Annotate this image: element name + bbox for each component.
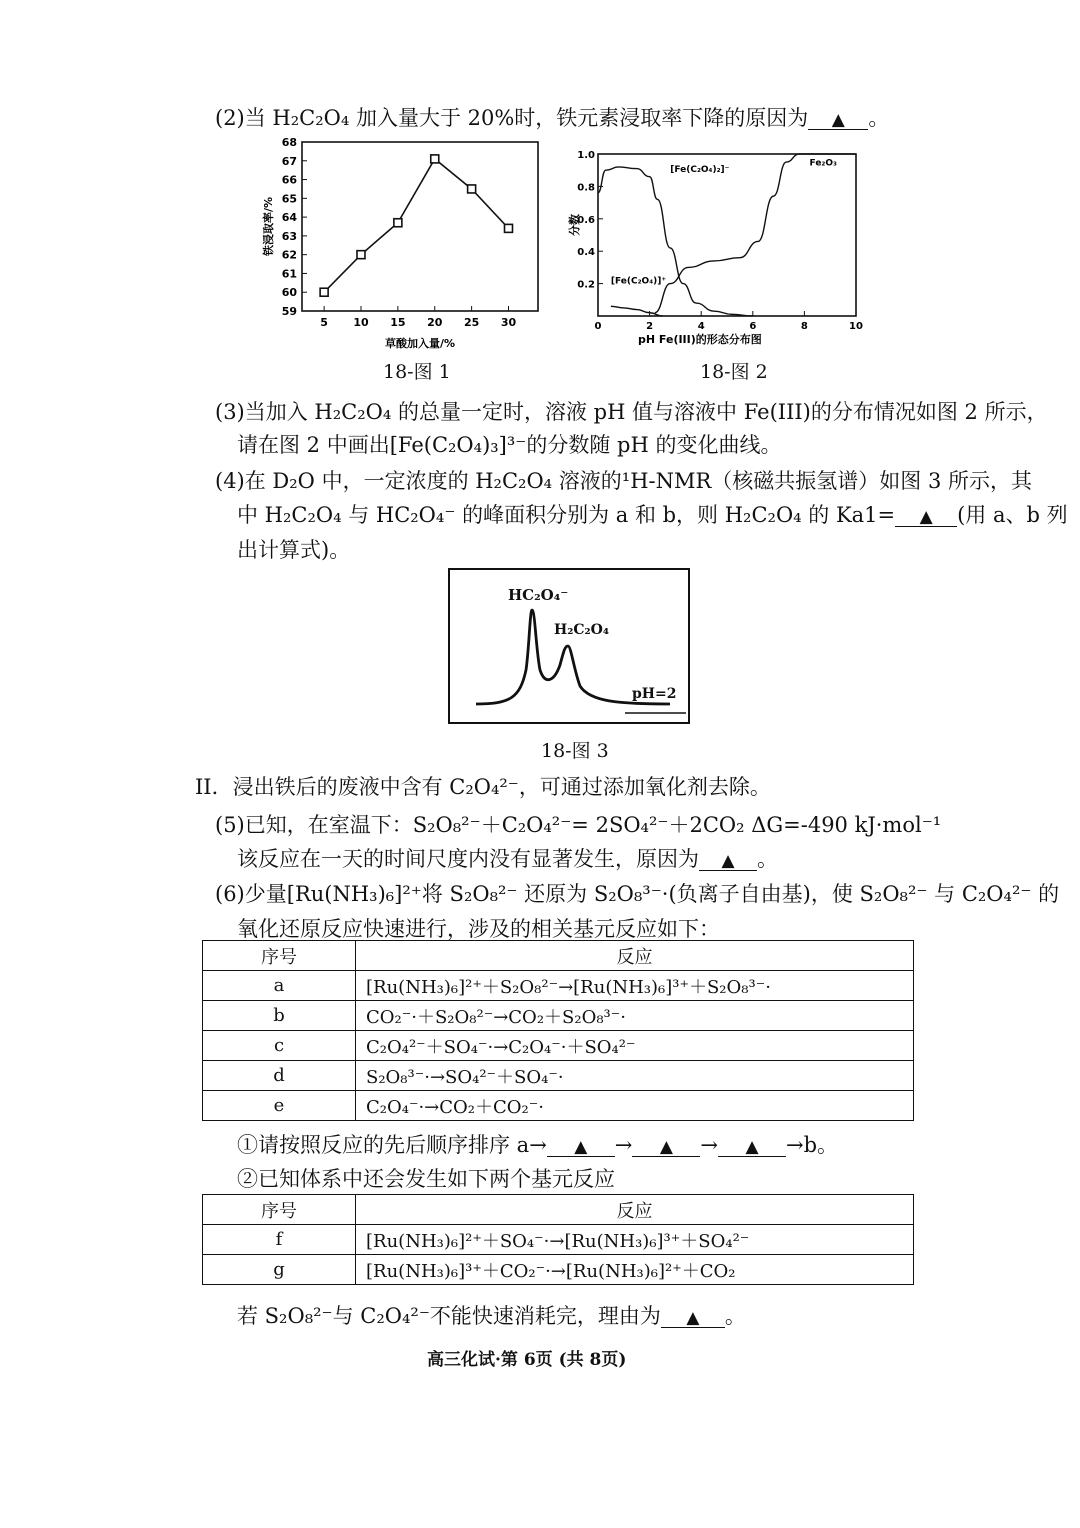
- x-axis-label: pH Fe(III)的形态分布图: [638, 333, 762, 346]
- x-tick-label: 8: [800, 321, 808, 332]
- data-point: [468, 185, 476, 193]
- x-tick-label: 15: [390, 316, 406, 329]
- section-2-intro: II．浸出铁后的废液中含有 C₂O₄²⁻，可通过添加氧化剂去除。: [195, 775, 771, 799]
- x-tick-label: 30: [500, 316, 517, 329]
- x-tick-label: 25: [463, 316, 480, 329]
- question-4-line-1: (4)在 D₂O 中，一定浓度的 H₂C₂O₄ 溶液的¹H-NMR（核磁共振氢谱）如图 3 所示，其: [215, 469, 1032, 493]
- peak-label-h2c2o4: H₂C₂O₄: [554, 622, 609, 638]
- series-label: [Fe(C₂O₄)]⁺: [610, 276, 667, 287]
- series-label: Fe₂O₃: [809, 158, 837, 169]
- ph-label: pH=2: [632, 686, 677, 702]
- y-tick-label: 0.4: [577, 247, 595, 259]
- figure-2-chart: [570, 138, 870, 348]
- reaction-table-1: [202, 940, 914, 1121]
- table-row: e C₂O₄⁻·→CO₂＋CO₂⁻·: [203, 1091, 914, 1121]
- x-tick-label: 2: [646, 321, 654, 332]
- figure-3-caption: 18-图 3: [541, 740, 609, 762]
- question-6-last: 若 S₂O₈²⁻与 C₂O₄²⁻不能快速消耗完，理由为 ▲ 。: [237, 1304, 746, 1328]
- table-row: c C₂O₄²⁻＋SO₄⁻·→C₂O₄⁻·＋SO₄²⁻: [203, 1031, 914, 1061]
- y-tick-label: 65: [281, 192, 297, 206]
- y-tick-label: 64: [281, 211, 297, 225]
- table-row: d S₂O₈³⁻·→SO₄²⁻＋SO₄⁻·: [203, 1061, 914, 1091]
- question-6-line-2: 氧化还原反应快速进行，涉及的相关基元反应如下：: [237, 917, 720, 941]
- figure-1-caption: 18-图 1: [383, 361, 451, 383]
- x-tick-label: 10: [353, 316, 369, 329]
- answer-blank[interactable]: ▲: [699, 849, 757, 871]
- data-point: [394, 219, 402, 227]
- x-axis-label: 草酸加入量/%: [384, 337, 456, 350]
- figure-3-frame: [448, 568, 690, 724]
- y-axis-label: 铁浸取率/%: [262, 196, 275, 257]
- question-2: (2)当 H₂C₂O₄ 加入量大于 20%时，铁元素浸取率下降的原因为 ▲ 。: [215, 106, 890, 130]
- y-tick-label: 59: [281, 305, 297, 318]
- plot-frame: [598, 154, 856, 316]
- y-tick-label: 60: [281, 286, 297, 300]
- question-4-line-3: 出计算式)。: [237, 538, 351, 562]
- table-row: a [Ru(NH₃)₆]²⁺＋S₂O₈²⁻→[Ru(NH₃)₆]³⁺＋S₂O₈³⁻·: [203, 971, 914, 1001]
- table-header-row: [203, 941, 914, 971]
- y-tick-label: 67: [281, 154, 297, 168]
- series-label: [Fe(C₂O₄)₂]⁻: [670, 164, 730, 175]
- x-tick-label: 5: [320, 316, 328, 329]
- y-tick-label: 0.8: [577, 182, 595, 194]
- table-row: g [Ru(NH₃)₆]³⁺＋CO₂⁻·→[Ru(NH₃)₆]²⁺＋CO₂: [203, 1255, 914, 1285]
- answer-blank-3[interactable]: ▲: [718, 1135, 786, 1157]
- answer-blank-2[interactable]: ▲: [632, 1135, 700, 1157]
- peak-label-hc2o4: HC₂O₄⁻: [508, 586, 569, 604]
- x-tick-label: 10: [849, 321, 863, 332]
- y-tick-label: 0.6: [577, 214, 595, 226]
- reaction-table-2: [202, 1194, 914, 1285]
- y-tick-label: 1.0: [577, 150, 595, 161]
- question-5-line-2: 该反应在一天的时间尺度内没有显著发生，原因为 ▲ 。: [237, 847, 778, 871]
- y-tick-label: 62: [281, 248, 297, 262]
- y-axis-label: 分数: [568, 214, 581, 236]
- answer-blank[interactable]: ▲: [661, 1306, 725, 1328]
- table-row: b CO₂⁻·＋S₂O₈²⁻→CO₂＋S₂O₈³⁻·: [203, 1001, 914, 1031]
- x-tick-label: 4: [697, 321, 705, 332]
- question-6-line-1: (6)少量[Ru(NH₃)₆]²⁺将 S₂O₈²⁻ 还原为 S₂O₈³⁻·(负离子自由基)，使 S₂O₈²⁻ 与 C₂O₄²⁻ 的: [215, 882, 1060, 906]
- data-point: [505, 224, 513, 232]
- data-point: [357, 251, 365, 259]
- question-5-line-1: (5)已知，在室温下：S₂O₈²⁻＋C₂O₄²⁻= 2SO₄²⁻＋2CO₂ ΔG=-490 kJ·mol⁻¹: [215, 813, 942, 837]
- question-4-line-2: 中 H₂C₂O₄ 与 HC₂O₄⁻ 的峰面积分别为 a 和 b，则 H₂C₂O₄ 的 Ka1= ▲ (用 a、b 列: [237, 503, 1068, 527]
- x-tick-label: 20: [427, 316, 443, 329]
- question-2-text: (2)当 H₂C₂O₄ 加入量大于 20%时，铁元素浸取率下降的原因为: [215, 106, 809, 130]
- plot-frame: [302, 142, 538, 311]
- y-tick-label: 68: [281, 136, 297, 149]
- series-curve: [655, 154, 856, 313]
- y-tick-label: 61: [281, 267, 297, 281]
- header-reaction: 反应: [356, 941, 914, 971]
- x-tick-label: 0: [594, 321, 602, 332]
- question-3-line-2: 请在图 2 中画出[Fe(C₂O₄)₃]³⁻的分数随 pH 的变化曲线。: [237, 433, 782, 457]
- answer-blank[interactable]: ▲: [808, 108, 868, 130]
- table-header-row: 序号 反应: [203, 1195, 914, 1225]
- y-tick-label: 66: [281, 173, 297, 187]
- series-curve: [611, 306, 663, 316]
- answer-blank[interactable]: ▲: [895, 505, 957, 527]
- page-footer: 高三化试·第 6页 (共 8页): [427, 1350, 627, 1370]
- question-6-sub-2: ②已知体系中还会发生如下两个基元反应: [237, 1167, 615, 1191]
- x-tick-label: 6: [749, 321, 757, 332]
- series-curve: [598, 164, 753, 316]
- data-point: [320, 288, 328, 296]
- question-3-line-1: (3)当加入 H₂C₂O₄ 的总量一定时，溶液 pH 值与溶液中 Fe(III)的分布情况如图 2 所示，: [215, 400, 1048, 424]
- figure-1-chart: [240, 128, 560, 353]
- data-point: [431, 155, 439, 163]
- figure-2-caption: 18-图 2: [700, 361, 768, 383]
- question-6-sub-1: ①请按照反应的先后顺序排序 a→ ▲ → ▲ → ▲ →b。: [237, 1133, 839, 1157]
- header-id: 序号: [203, 941, 356, 971]
- table-row: f [Ru(NH₃)₆]²⁺＋SO₄⁻·→[Ru(NH₃)₆]³⁺＋SO₄²⁻: [203, 1225, 914, 1255]
- y-tick-label: 0.2: [577, 279, 595, 291]
- data-line: [324, 159, 508, 292]
- y-tick-label: 63: [281, 229, 297, 243]
- answer-blank-1[interactable]: ▲: [547, 1135, 615, 1157]
